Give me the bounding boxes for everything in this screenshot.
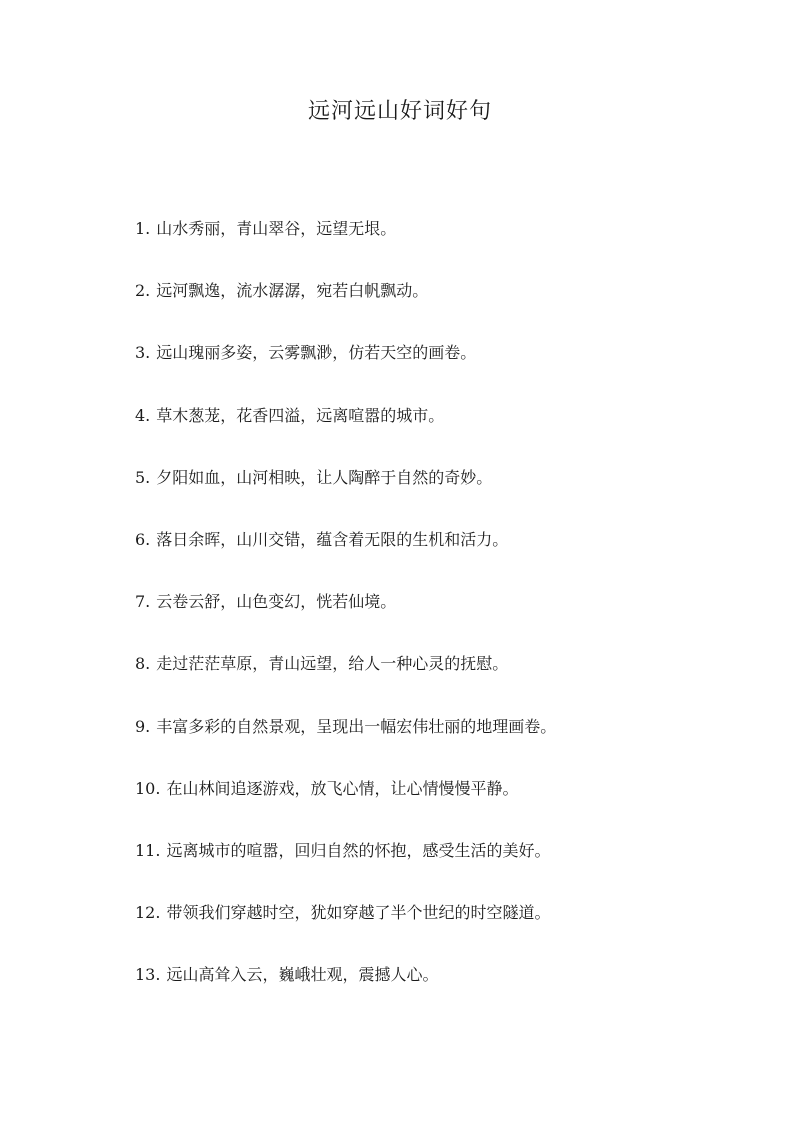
list-item	[135, 899, 556, 961]
item-text: 丰富多彩的自然景观，呈现出一幅宏伟壮丽的地理画卷。	[156, 716, 557, 736]
item-number: 4.	[135, 405, 151, 425]
item-text: 夕阳如血，山河相映，让人陶醉于自然的奇妙。	[156, 467, 493, 487]
item-number: 6.	[135, 529, 151, 549]
item-text: 远河飘逸，流水潺潺，宛若白帆飘动。	[156, 281, 429, 301]
item-number: 3.	[135, 343, 151, 363]
list-item	[135, 775, 556, 837]
item-number: 8.	[135, 654, 151, 674]
list-item	[135, 961, 556, 1023]
list-item	[135, 713, 556, 775]
item-text: 远山高耸入云，巍峨壮观，震撼人心。	[166, 965, 439, 985]
item-number: 1.	[135, 219, 151, 238]
item-text: 在山林间追逐游戏，放飞心情，让心情慢慢平静。	[166, 778, 519, 798]
item-text: 带领我们穿越时空，犹如穿越了半个世纪的时空隧道。	[166, 903, 551, 923]
item-text: 远离城市的喧嚣，回归自然的怀抱，感受生活的美好。	[166, 840, 551, 860]
list-item	[135, 215, 556, 277]
list-item	[135, 650, 556, 712]
item-text: 远山瑰丽多姿，云雾飘渺，仿若天空的画卷。	[156, 343, 477, 363]
list-item	[135, 402, 556, 464]
list-item	[135, 588, 556, 650]
list-item	[135, 837, 556, 899]
item-text: 山水秀丽，青山翠谷，远望无垠。	[156, 219, 397, 238]
item-number: 12.	[135, 903, 161, 923]
page-title: 远河远山好词好句	[307, 99, 492, 124]
item-number: 5.	[135, 467, 151, 487]
item-number: 7.	[135, 592, 151, 612]
list-item	[135, 277, 556, 339]
list-item	[135, 526, 556, 588]
item-text: 云卷云舒，山色变幻，恍若仙境。	[156, 592, 397, 612]
item-number: 11.	[135, 840, 161, 860]
item-text: 走过茫茫草原，青山远望，给人一种心灵的抚慰。	[156, 654, 509, 674]
item-text: 落日余晖，山川交错，蕴含着无限的生机和活力。	[156, 529, 509, 549]
list-item	[135, 339, 556, 401]
item-text: 草木葱茏，花香四溢，远离喧嚣的城市。	[156, 405, 445, 425]
item-number: 10.	[135, 778, 161, 798]
item-number: 9.	[135, 716, 151, 736]
item-number: 2.	[135, 281, 151, 301]
list-item	[135, 464, 556, 526]
item-number: 13.	[135, 965, 161, 985]
phrase-list	[135, 215, 556, 1023]
